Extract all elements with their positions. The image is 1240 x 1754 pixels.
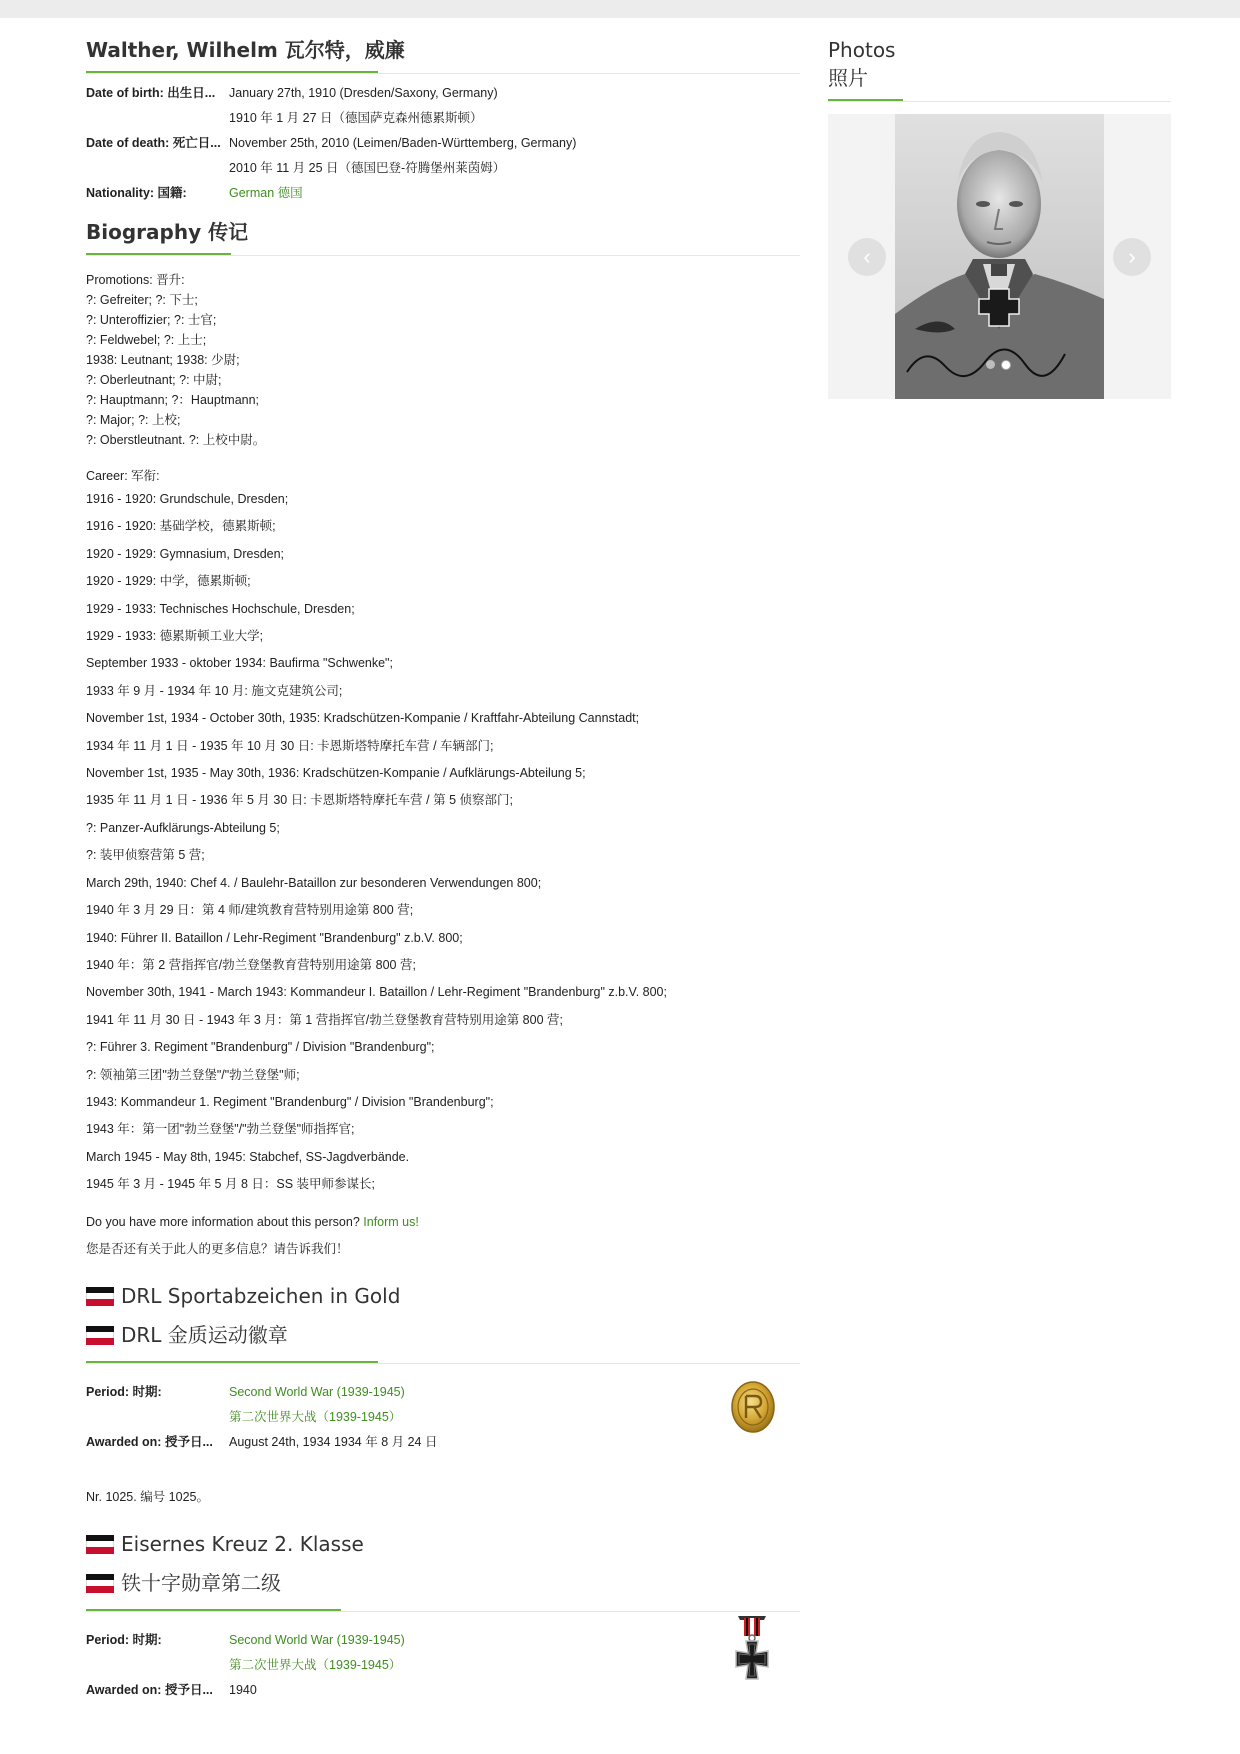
awarded-row bbox=[86, 1678, 800, 1703]
period-link-zh[interactable]: 第二次世界大战（1939-1945） bbox=[229, 1657, 402, 1672]
chevron-left-icon[interactable]: ‹ bbox=[848, 238, 886, 276]
promotion-line: ?: Gefreiter; ?: 下士; bbox=[86, 293, 198, 307]
career-line: March 29th, 1940: Chef 4. / Baulehr-Bataillon zur besonderen Verwendungen 800; bbox=[86, 875, 542, 890]
death-value-en: November 25th, 2010 (Leimen/Baden-Württemberg, Germany) bbox=[229, 136, 577, 150]
top-bar bbox=[0, 0, 1240, 18]
award-title-zh bbox=[86, 1316, 800, 1355]
death-row bbox=[86, 131, 800, 181]
carousel-dot[interactable] bbox=[986, 360, 995, 369]
career-line: 1916 - 1920: Grundschule, Dresden; bbox=[86, 492, 289, 506]
person-details bbox=[86, 81, 800, 206]
career-line: ?: Führer 3. Regiment "Brandenburg" / Division "Brandenburg"; bbox=[86, 1040, 435, 1055]
promotion-line: 1938: Leutnant; 1938: 少尉; bbox=[86, 353, 240, 367]
period-row bbox=[86, 1380, 800, 1430]
award-title-zh bbox=[86, 1564, 800, 1603]
career-line: November 1st, 1934 - October 30th, 1935: Kradschützen-Kompanie / Kraftfahr-Abteilung Cannstadt; bbox=[86, 711, 640, 726]
title-divider bbox=[86, 71, 800, 74]
promotion-line: ?: Feldwebel; ?: 上士; bbox=[86, 333, 207, 347]
biography-divider bbox=[86, 253, 800, 256]
career-line: 1920 - 1929: 中学，德累斯顿; bbox=[86, 574, 251, 589]
nationality-row bbox=[86, 181, 800, 206]
chevron-right-icon[interactable]: › bbox=[1113, 238, 1151, 276]
career-line: 1941 年 11 月 30 日 - 1943 年 3 月：第 1 营指挥官/勃兰登堡教育营特别用途第 800 营; bbox=[86, 1012, 563, 1027]
inform-block bbox=[86, 1209, 800, 1263]
photos-divider bbox=[828, 99, 1171, 102]
career-line: ?: 装甲侦察营第 5 营; bbox=[86, 848, 205, 863]
birth-value-zh: 1910 年 1 月 27 日（德国萨克森州德累斯顿） bbox=[229, 111, 483, 125]
birth-label: Date of birth: 出生日... bbox=[86, 86, 216, 100]
promotion-line: ?: Major; ?: 上校; bbox=[86, 413, 181, 427]
award-title-zh-text: 铁十字勋章第二级 bbox=[121, 1570, 281, 1595]
award-section bbox=[86, 1525, 800, 1703]
promotions-list bbox=[86, 270, 800, 450]
career-line: 1935 年 11 月 1 日 - 1936 年 5 月 30 日: 卡恩斯塔特摩托车营 / 第 5 侦察部门; bbox=[86, 793, 513, 808]
period-label: Period: 时期: bbox=[86, 1632, 162, 1647]
carousel-dots bbox=[986, 360, 1011, 370]
award-divider bbox=[86, 1361, 800, 1364]
imperial-flag-icon bbox=[86, 1287, 114, 1306]
awarded-label: Awarded on: 授予日... bbox=[86, 1434, 213, 1449]
career-line: 1916 - 1920: 基础学校，德累斯顿; bbox=[86, 519, 276, 534]
imperial-flag-icon bbox=[86, 1535, 114, 1554]
career-line: September 1933 - oktober 1934: Baufirma "Schwenke"; bbox=[86, 656, 393, 671]
period-label: Period: 时期: bbox=[86, 1384, 162, 1399]
gold-sport-badge-icon[interactable] bbox=[730, 1380, 776, 1439]
awarded-value: August 24th, 1934 1934 年 8 月 24 日 bbox=[229, 1434, 438, 1449]
imperial-flag-icon bbox=[86, 1574, 114, 1593]
career-line: 1940 年：第 2 营指挥官/勃兰登堡教育营特别用途第 800 营; bbox=[86, 957, 416, 972]
inform-us-link[interactable]: Inform us! bbox=[363, 1214, 419, 1229]
period-row bbox=[86, 1628, 800, 1678]
career-line: November 1st, 1935 - May 30th, 1936: Kradschützen-Kompanie / Aufklärungs-Abteilung 5; bbox=[86, 766, 586, 781]
career-list bbox=[86, 466, 800, 1199]
biography-title: Biography 传记 bbox=[86, 220, 249, 244]
career-line: November 30th, 1941 - March 1943: Kommandeur I. Bataillon / Lehr-Regiment "Brandenburg" z.b.V. 800; bbox=[86, 985, 667, 1000]
career-line: ?: Panzer-Aufklärungs-Abteilung 5; bbox=[86, 820, 280, 835]
career-line: 1940: Führer II. Bataillon / Lehr-Regiment "Brandenburg" z.b.V. 800; bbox=[86, 930, 463, 945]
career-line: 1943: Kommandeur 1. Regiment "Brandenburg" / Division "Brandenburg"; bbox=[86, 1094, 494, 1109]
award-title-de-text: Eisernes Kreuz 2. Klasse bbox=[121, 1531, 364, 1556]
period-link-en[interactable]: Second World War (1939-1945) bbox=[229, 1632, 405, 1647]
career-line: 1929 - 1933: 德累斯顿工业大学; bbox=[86, 629, 264, 644]
birth-value-en: January 27th, 1910 (Dresden/Saxony, Germany) bbox=[229, 86, 498, 100]
career-line: 1945 年 3 月 - 1945 年 5 月 8 日：SS 装甲师参谋长; bbox=[86, 1177, 375, 1192]
birth-row bbox=[86, 81, 800, 131]
awarded-label: Awarded on: 授予日... bbox=[86, 1682, 213, 1697]
portrait-photo[interactable] bbox=[895, 114, 1104, 399]
inform-chinese: 您是否还有关于此人的更多信息？请告诉我们！ bbox=[86, 1241, 349, 1256]
imperial-flag-icon bbox=[86, 1326, 114, 1345]
nationality-link[interactable]: German 德国 bbox=[229, 186, 303, 200]
career-line: 1934 年 11 月 1 日 - 1935 年 10 月 30 日: 卡恩斯塔特摩托车营 / 车辆部门; bbox=[86, 738, 494, 753]
award-title-de-text: DRL Sportabzeichen in Gold bbox=[121, 1283, 401, 1308]
career-line: 1940 年 3 月 29 日：第 4 师/建筑教育营特别用途第 800 营; bbox=[86, 903, 414, 918]
award-section bbox=[86, 1277, 800, 1507]
career-line: ?: 领袖第三团"勃兰登堡"/"勃兰登堡"师; bbox=[86, 1067, 300, 1082]
promotion-line: ?: Unteroffizier; ?: 士官; bbox=[86, 313, 217, 327]
career-line: 1929 - 1933: Technisches Hochschule, Dresden; bbox=[86, 601, 355, 616]
award-divider bbox=[86, 1609, 800, 1612]
death-label: Date of death: 死亡日... bbox=[86, 136, 221, 150]
photos-panel bbox=[828, 36, 1171, 399]
career-line: 1933 年 9 月 - 1934 年 10 月: 施文克建筑公司; bbox=[86, 683, 343, 698]
period-link-en[interactable]: Second World War (1939-1945) bbox=[229, 1384, 405, 1399]
career-line: Career: 军衔: bbox=[86, 469, 160, 483]
award-details bbox=[86, 1628, 800, 1703]
award-title-de bbox=[86, 1277, 800, 1316]
career-line: 1943 年：第一团"勃兰登堡"/"勃兰登堡"师指挥官; bbox=[86, 1122, 355, 1137]
promotion-line: Promotions: 晋升: bbox=[86, 273, 185, 287]
iron-cross-icon[interactable] bbox=[730, 1616, 774, 1689]
promotion-line: ?: Oberleutnant; ?: 中尉; bbox=[86, 373, 222, 387]
award-title-de bbox=[86, 1525, 800, 1564]
carousel-dot-active[interactable] bbox=[1001, 360, 1011, 370]
nationality-label: Nationality: 国籍: bbox=[86, 186, 187, 200]
promotion-line: ?: Hauptmann; ?：Hauptmann; bbox=[86, 393, 260, 407]
main-content bbox=[86, 36, 800, 1703]
photo-carousel bbox=[828, 114, 1171, 399]
person-name: Walther, Wilhelm 瓦尔特，威廉 bbox=[86, 38, 405, 62]
photos-title-zh: 照片 bbox=[828, 66, 868, 90]
awarded-row bbox=[86, 1430, 800, 1455]
career-line: March 1945 - May 8th, 1945: Stabchef, SS-Jagdverbände. bbox=[86, 1149, 410, 1164]
inform-question: Do you have more information about this person? bbox=[86, 1214, 360, 1229]
inform-question-line bbox=[86, 1209, 800, 1236]
photos-title-en: Photos bbox=[828, 38, 896, 62]
period-link-zh[interactable]: 第二次世界大战（1939-1945） bbox=[229, 1409, 402, 1424]
career-line: 1920 - 1929: Gymnasium, Dresden; bbox=[86, 546, 285, 561]
award-title-zh-text: DRL 金质运动徽章 bbox=[121, 1322, 288, 1347]
award-note: Nr. 1025. 编号 1025。 bbox=[86, 1489, 209, 1504]
promotion-line: ?: Oberstleutnant. ?: 上校中尉。 bbox=[86, 433, 266, 447]
death-value-zh: 2010 年 11 月 25 日（德国巴登-符腾堡州莱茵姆） bbox=[229, 161, 506, 175]
award-details bbox=[86, 1380, 800, 1455]
awarded-value: 1940 bbox=[229, 1682, 257, 1697]
